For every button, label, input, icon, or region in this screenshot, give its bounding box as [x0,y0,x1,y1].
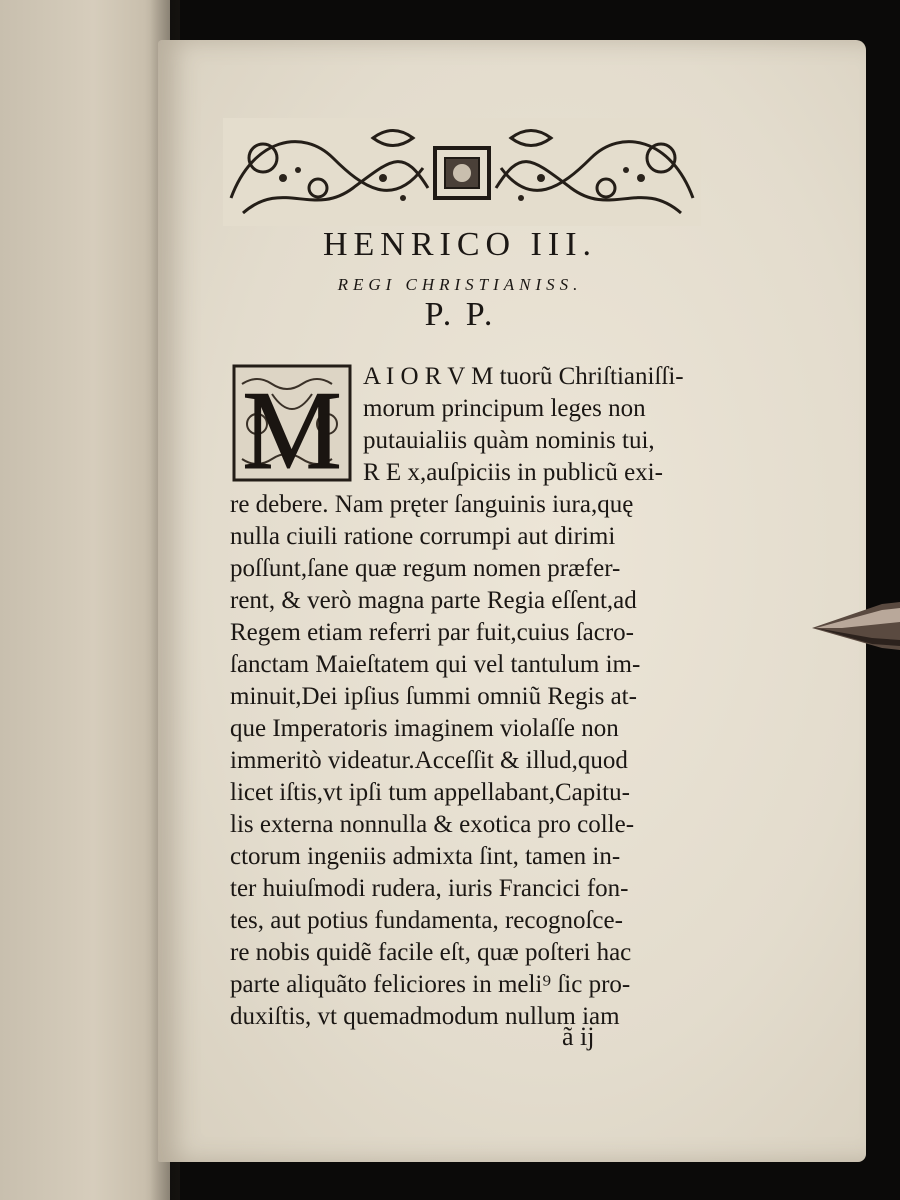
metal-bookmark [812,598,900,654]
text-line: nulla ciuili ratione corrumpi aut dirimi [230,523,616,550]
text-line: re nobis quidẽ facile eſt, quæ poſteri hac [230,939,632,966]
dedication-subtitle: REGI CHRISTIANISS. [337,275,583,294]
text-line: rent, & verò magna parte Regia eſſent,ad [230,587,637,614]
text-line: putauialiis quàm nominis tui, [363,427,655,454]
text-line: A I O R V M tuorũ Chriſtianiſſi- [363,363,684,390]
text-line: ſanctam Maieſtatem qui vel tantulum im- [230,651,641,678]
text-line: parte aliquãto feliciores in meli⁹ ſic pro- [230,971,631,998]
text-line: tes, aut potius fundamenta, recognoſce- [230,907,623,934]
facing-page [0,0,170,1200]
text-line: poſſunt,ſane quæ regum nomen præfer- [230,555,621,582]
text-line: ctorum ingeniis admixta ſint, tamen in- [230,843,621,870]
text-line: licet iſtis,vt ipſi tum appellabant,Capitu- [230,779,630,806]
text-line: immeritò videatur.Acceſſit & illud,quod [230,747,628,774]
text-line: ter huiuſmodi rudera, iuris Francici fon- [230,875,629,902]
text-line: minuit,Dei ipſius ſummi omniũ Regis at- [230,683,637,710]
text-line: morum principum leges non [363,395,646,422]
initial-glyph: M [242,369,342,482]
decorated-initial-letter [232,364,352,482]
text-line: Regem etiam referri par fuit,cuius ſacro- [230,619,634,646]
text-line: duxiſtis, vt quemadmodum nullum iam [230,1003,620,1030]
text-line: R E x,auſpiciis in publicũ exi- [363,459,663,486]
dedication-title: HENRICO III. [322,226,598,263]
text-line: re debere. Nam pręter ſanguinis iura,quę [230,491,634,518]
page-signature: ã ij [562,1022,595,1051]
text-line: que Imperatoris imaginem violaſſe non [230,715,619,742]
text-line: lis externa nonnulla & exotica pro colle- [230,811,635,838]
dedication-signature: P. P. [424,296,496,333]
ornamental-headpiece [223,118,701,226]
